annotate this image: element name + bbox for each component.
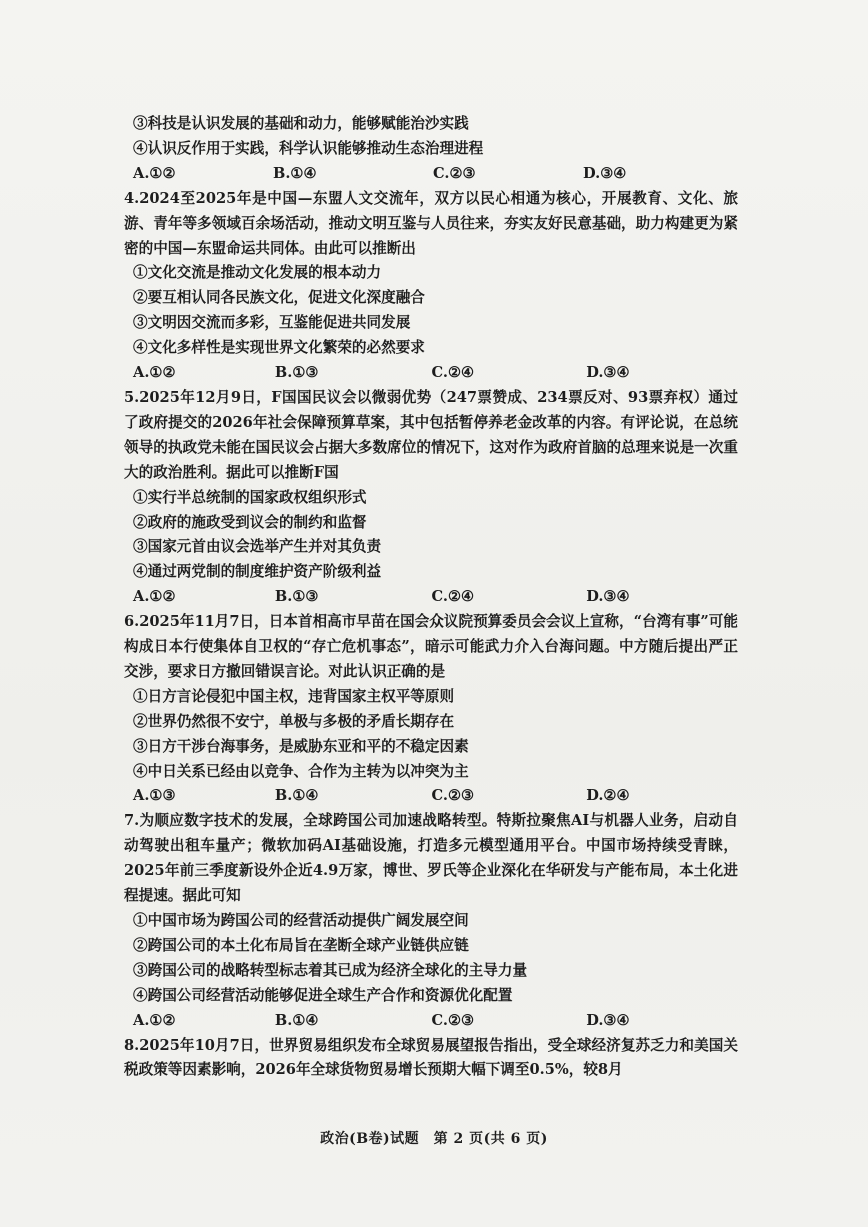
choice-a: A.①② — [133, 364, 176, 382]
choice-a: A.①② — [133, 1011, 176, 1029]
option-statement: ④认识反作用于实践，科学认识能够推动生态治理进程 — [133, 139, 484, 157]
answer-choices — [133, 162, 733, 187]
question-stem: 7.为顺应数字技术的发展，全球跨国公司加速战略转型。特斯拉聚焦AI与机器人业务，启动自动驾驶出租车量产；微软加码AI基础设施，打造多元模型通用平台。中国市场持续受青睐，2025年前三季度新设外企近4.9万家，博世、罗氏等企业深化在华研发与产能布局，本土化进程提速。据此可知 — [124, 812, 738, 905]
choice-d: D.③④ — [586, 588, 630, 606]
question-stem: 4.2024至2025年是中国—东盟人文交流年，双方以民心相通为核心，开展教育、文化、旅游、青年等多领域百余场活动，推动文明互鉴与人员往来，夯实友好民意基础，助力构建更为紧密的中国—东盟命运共同体。由此可以推断出 — [124, 189, 738, 257]
option-statement: ③科技是认识发展的基础和动力，能够赋能治沙实践 — [133, 115, 469, 132]
answer-choices — [133, 585, 733, 610]
option-statement: ②跨国公司的本土化布局旨在垄断全球产业链供应链 — [133, 936, 469, 954]
answer-choices — [133, 1009, 733, 1034]
option-statement: ①文化交流是推动文化发展的根本动力 — [133, 264, 382, 282]
choice-a: A.①② — [133, 164, 176, 182]
option-statement: ④文化多样性是实现世界文化繁荣的必然要求 — [133, 339, 425, 357]
choice-c: C.②③ — [431, 1011, 475, 1029]
answer-choices — [133, 784, 733, 809]
option-statement: ③文明因交流而多彩，互鉴能促进共同发展 — [133, 314, 411, 332]
page-content — [124, 112, 738, 1083]
page-footer: 政治(B卷)试题 第 2 页(共 6 页) — [320, 1131, 548, 1147]
option-statement: ②世界仍然很不安宁，单极与多极的矛盾长期存在 — [133, 712, 455, 730]
choice-c: C.②③ — [433, 164, 476, 182]
option-statement: ④跨国公司经营活动能够促进全球生产合作和资源优化配置 — [133, 986, 513, 1004]
choice-c: C.②③ — [431, 787, 475, 805]
choice-d: D.③④ — [586, 1011, 630, 1029]
question-stem: 5.2025年12月9日，F国国民议会以微弱优势（247票赞成、234票反对、93票弃权）通过了政府提交的2026年社会保障预算草案，其中包括暂停养老金改革的内容。有评论说，在总统领导的执政党未能在国民议会占据大多数席位的情况下，这对作为政府首脑的总理来说是一次重大的政治胜利。据此可以推断F国 — [124, 388, 738, 481]
choice-a: A.①③ — [133, 787, 176, 805]
choice-b: B.①③ — [274, 364, 319, 382]
choice-c: C.②④ — [431, 364, 475, 382]
choice-d: D.②④ — [586, 787, 630, 805]
answer-choices — [133, 361, 733, 386]
option-statement: ③日方干涉台海事务，是威胁东亚和平的不稳定因素 — [133, 737, 469, 755]
option-statement: ①实行半总统制的国家政权组织形式 — [133, 488, 367, 506]
choice-c: C.②④ — [431, 588, 475, 606]
option-statement: ①中国市场为跨国公司的经营活动提供广阔发展空间 — [133, 912, 469, 929]
choice-b: B.①④ — [273, 164, 317, 182]
choice-d: D.③④ — [583, 164, 627, 182]
option-statement: ②要互相认同各民族文化，促进文化深度融合 — [133, 289, 425, 307]
question-stem: 6.2025年11月7日，日本首相高市早苗在国会众议院预算委员会会议上宣称，“台湾有事”可能构成日本行使集体自卫权的“存亡危机事态”，暗示可能武力介入台海问题。中方随后提出严正交涉，要求日方撤回错误言论。对此认识正确的是 — [124, 613, 738, 680]
option-statement: ②政府的施政受到议会的制约和监督 — [133, 513, 367, 531]
option-statement: ③国家元首由议会选举产生并对其负责 — [133, 538, 382, 556]
option-statement: ①日方言论侵犯中国主权，违背国家主权平等原则 — [133, 687, 455, 705]
choice-b: B.①④ — [274, 1011, 319, 1029]
question-stem: 8.2025年10月7日，世界贸易组织发布全球贸易展望报告指出，受全球经济复苏乏力和美国关税政策等因素影响，2026年全球货物贸易增长预期大幅下调至0.5%，较8月 — [124, 1036, 738, 1079]
option-statement: ③跨国公司的战略转型标志着其已成为经济全球化的主导力量 — [133, 961, 528, 979]
choice-b: B.①④ — [274, 787, 319, 805]
option-statement: ④通过两党制的制度维护资产阶级利益 — [133, 563, 382, 581]
choice-a: A.①② — [133, 588, 176, 606]
option-statement: ④中日关系已经由以竞争、合作为主转为以冲突为主 — [133, 762, 469, 780]
choice-d: D.③④ — [586, 364, 630, 382]
choice-b: B.①③ — [274, 588, 319, 606]
